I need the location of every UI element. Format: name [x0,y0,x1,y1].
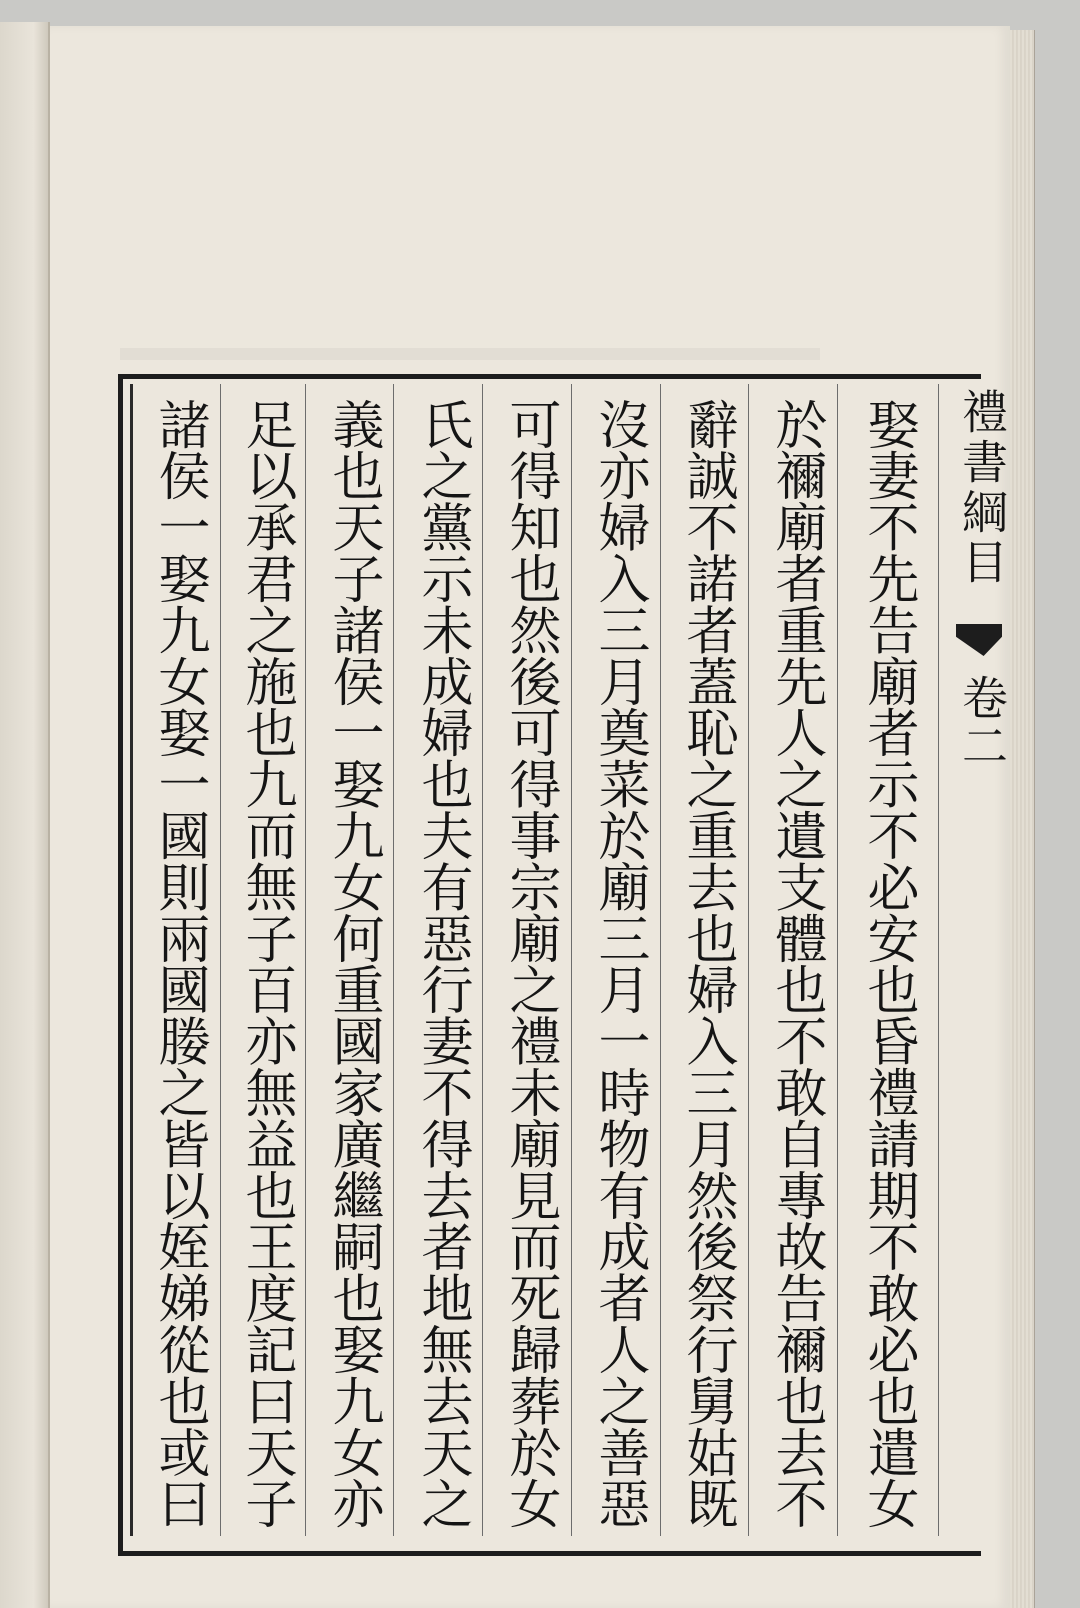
left-page-edge [0,22,50,1608]
text-column: 沒亦婦入三月奠菜於廟三月一時物有成者人之善惡 [589,398,649,1529]
centre-column [950,384,1012,1536]
text-column: 義也天子諸侯一娶九女何重國家廣繼嗣也娶九女亦 [323,398,383,1529]
volume-label: 卷二 [955,674,1009,770]
bleed-through-shadow [120,348,820,360]
column-rule [748,384,749,1536]
text-column: 於禰廟者重先人之遺支體也不敢自專故告禰也去不 [766,398,826,1529]
column-rule [571,384,572,1536]
text-column: 氏之黨示未成婦也夫有惡行妻不得去者地無去天之 [412,398,472,1529]
fish-tail-mark [956,624,1002,656]
text-column: 足以承君之施也九而無子百亦無益也王度記曰天子 [236,398,296,1529]
column-rule [938,384,939,1536]
column-rule [305,384,306,1536]
text-column: 諸侯一娶九女娶一國則兩國媵之皆以姪娣從也或曰 [149,398,209,1529]
text-column: 可得知也然後可得事宗廟之禮未廟見而死歸葬於女 [500,398,560,1529]
text-column: 娶妻不先告廟者示不必安也昏禮請期不敢必也遣女 [858,398,918,1529]
text-column: 辭誠不諾者蓋恥之重去也婦入三月然後祭行舅姑既 [677,398,737,1529]
column-rule [837,384,838,1536]
column-rule [660,384,661,1536]
column-rule [220,384,221,1536]
frame-inner-line [130,384,133,1536]
book-title: 禮書綱目 [955,388,1009,588]
column-rule [393,384,394,1536]
column-rule [482,384,483,1536]
page-stack-edges [1010,30,1035,1608]
